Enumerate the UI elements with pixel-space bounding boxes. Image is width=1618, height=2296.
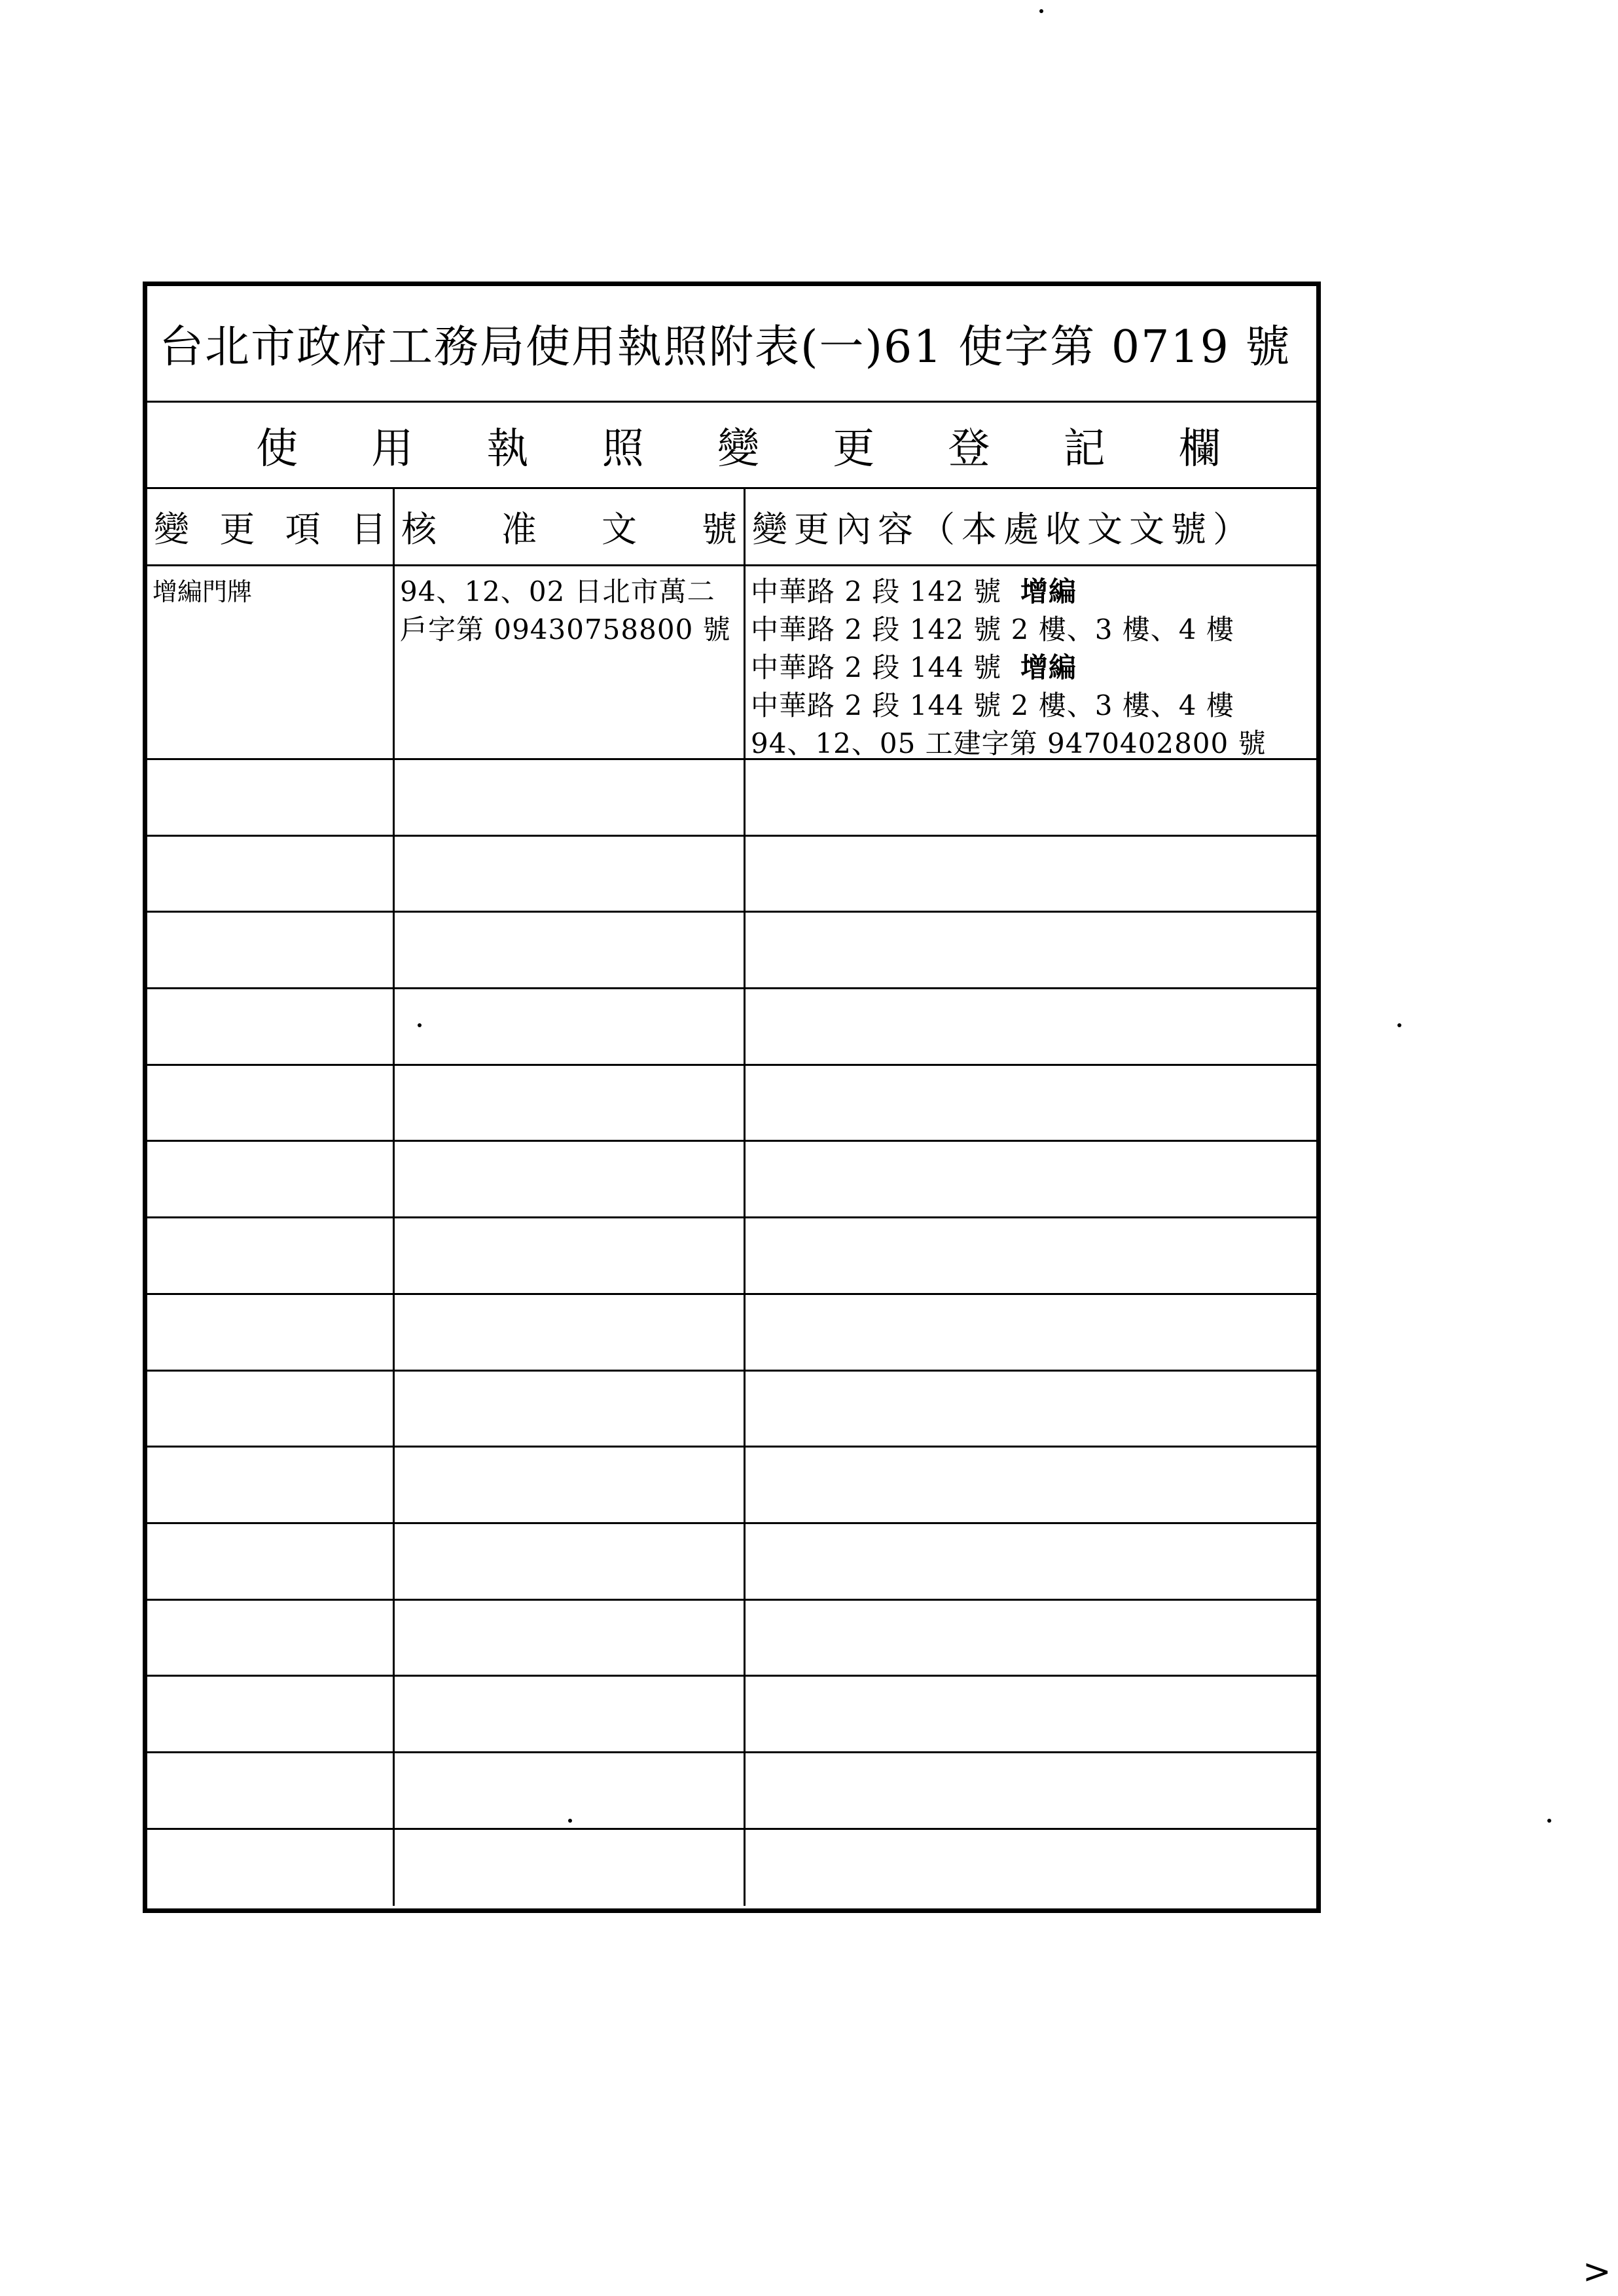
table-row [147,1753,1316,1830]
empty-cell [746,1524,1316,1599]
subtitle-char: 記 [1063,424,1106,473]
scan-speck [1397,1023,1401,1027]
empty-cell [746,1142,1316,1216]
table-row [147,1218,1316,1295]
header-char: 准 [501,509,537,550]
empty-cell [147,1295,395,1370]
empty-cell [395,1142,746,1216]
content-tag: 增編 [1020,651,1077,683]
table-row [147,1066,1316,1142]
scan-speck [1039,9,1043,13]
form-subtitle [147,403,1316,489]
empty-cell [147,1448,395,1522]
empty-cell [147,1601,395,1675]
empty-cell [395,760,746,835]
header-char: 號 [702,509,737,550]
change-content-cell [746,566,1316,758]
empty-cell [147,1677,395,1751]
empty-cell [147,760,395,835]
empty-cell [395,1830,746,1906]
header-text: 變更內容（本處收文文號） [752,509,1255,550]
empty-cell [395,1753,746,1828]
change-item-text: 增編門牌 [153,577,253,606]
empty-cell [147,837,395,911]
table-row [147,1601,1316,1677]
table-row [147,1142,1316,1218]
empty-cell [147,913,395,987]
empty-cell [395,1524,746,1599]
approval-line: 戶字第 09430758800 號 [400,613,731,646]
content-line: 中華路 2 段 144 號 2 樓、3 樓、4 樓 [751,689,1234,721]
empty-cell [746,1677,1316,1751]
empty-cell [746,913,1316,987]
subtitle-char: 照 [602,424,644,473]
empty-cell [746,837,1316,911]
empty-cell [746,1066,1316,1140]
subtitle-char: 欄 [1178,424,1221,473]
empty-cell [147,1066,395,1140]
empty-cell [147,1372,395,1446]
table-row [147,1372,1316,1448]
header-change-item [147,489,395,564]
table-row [147,1295,1316,1372]
empty-cell [746,1753,1316,1828]
subtitle-char: 登 [948,424,990,473]
form-title: 台北市政府工務局使用執照附表(一)61 使字第 0719 號 [147,286,1316,403]
empty-cell [746,1372,1316,1446]
header-char: 項 [285,509,321,550]
table-row [147,760,1316,837]
header-char: 變 [154,509,189,550]
header-char: 更 [219,509,255,550]
empty-cell [746,989,1316,1064]
change-item-cell [147,566,395,758]
subtitle-char: 用 [371,424,414,473]
change-registration-form [143,282,1321,1913]
scan-speck [568,1819,572,1823]
empty-cell [395,1677,746,1751]
table-row [147,1448,1316,1524]
empty-cell [746,1448,1316,1522]
empty-cell [395,913,746,987]
empty-cell [147,1142,395,1216]
scan-speck [1547,1819,1551,1823]
empty-cell [147,1218,395,1293]
record-table [147,489,1316,1908]
content-line: 94、12、05 工建字第 9470402800 號 [751,727,1267,758]
content-line [751,573,1311,611]
subtitle-char: 使 [256,424,298,473]
approval-line: 94、12、02 日北市萬二 [400,575,715,608]
empty-cell [147,1830,395,1906]
table-row [147,837,1316,913]
header-approval-number [395,489,746,564]
content-tag: 增編 [1020,575,1077,608]
empty-cell [395,837,746,911]
subtitle-char: 變 [717,424,759,473]
empty-cell [395,1218,746,1293]
empty-cell [746,1218,1316,1293]
table-row [147,566,1316,760]
table-row [147,1830,1316,1906]
empty-cell [746,1830,1316,1906]
page-corner-mark: > [1583,2252,1611,2291]
header-change-content [746,489,1316,564]
empty-cell [746,1295,1316,1370]
empty-cell [395,1372,746,1446]
subtitle-char: 更 [833,424,875,473]
empty-cell [746,760,1316,835]
header-char: 文 [602,509,637,550]
table-row [147,1677,1316,1753]
scan-speck [418,1023,422,1027]
table-row [147,989,1316,1066]
subtitle-char: 執 [486,424,529,473]
empty-cell [395,1066,746,1140]
table-row [147,1524,1316,1601]
empty-cell [147,1524,395,1599]
header-char: 核 [401,509,437,550]
header-char: 目 [350,509,386,550]
empty-cell [395,1601,746,1675]
empty-cell [395,1448,746,1522]
content-line [751,649,1311,687]
empty-cell [147,989,395,1064]
content-text: 中華路 2 段 142 號 [751,575,1002,608]
approval-number-cell [395,566,746,758]
table-header [147,489,1316,566]
empty-cell [395,1295,746,1370]
empty-cell [147,1753,395,1828]
empty-cell [395,989,746,1064]
content-text: 中華路 2 段 144 號 [751,651,1002,683]
table-row [147,913,1316,989]
content-line: 中華路 2 段 142 號 2 樓、3 樓、4 樓 [751,613,1234,646]
empty-cell [746,1601,1316,1675]
